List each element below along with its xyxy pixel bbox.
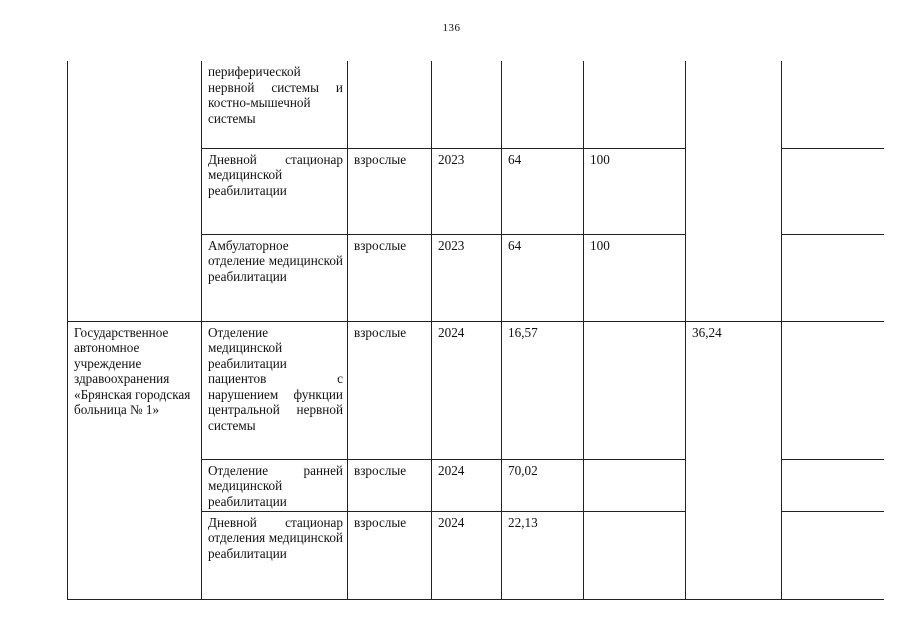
value4-cell [782,61,884,148]
table-row [68,321,884,459]
year-cell: 2024 [432,321,502,459]
category-cell: взрослые [348,234,432,321]
value3-cell [686,61,782,321]
category-cell: взрослые [348,321,432,459]
value4-cell [782,511,884,599]
year-cell: 2024 [432,511,502,599]
value4-cell [782,148,884,234]
value3-cell: 36,24 [686,321,782,599]
org-cell: Государственное автономное учреждение здравоохранения «Брянская городская больница № 1» [68,321,202,599]
department-cell: Дневной стационар медицинской реабилитации [202,148,348,234]
value2-cell [584,459,686,511]
value2-cell [584,321,686,459]
category-cell: взрослые [348,148,432,234]
category-cell [348,61,432,148]
value1-cell [502,61,584,148]
value2-cell: 100 [584,234,686,321]
value2-cell [584,511,686,599]
department-cell: периферической нервной системы и костно-мышечной системы [202,61,348,148]
department-cell: Амбулаторное отделение медицинской реабилитации [202,234,348,321]
year-cell [432,61,502,148]
category-cell: взрослые [348,459,432,511]
value4-cell [782,459,884,511]
value1-cell: 64 [502,148,584,234]
year-cell: 2024 [432,459,502,511]
value4-cell [782,321,884,459]
value1-cell: 70,02 [502,459,584,511]
table-row [68,61,884,148]
org-cell [68,61,202,321]
value1-cell: 22,13 [502,511,584,599]
department-cell: Дневной стационар отделения медицинской реабилитации [202,511,348,599]
value2-cell [584,61,686,148]
value4-cell [782,234,884,321]
department-cell: Отделение ранней медицинской реабилитации [202,459,348,511]
category-cell: взрослые [348,511,432,599]
value1-cell: 64 [502,234,584,321]
year-cell: 2023 [432,148,502,234]
value2-cell: 100 [584,148,686,234]
value1-cell: 16,57 [502,321,584,459]
rehabilitation-table [67,61,884,600]
page-number: 136 [442,22,461,34]
department-cell: Отделение медицинской реабилитации пациентов с нарушением функции центральной нервной системы [202,321,348,459]
year-cell: 2023 [432,234,502,321]
